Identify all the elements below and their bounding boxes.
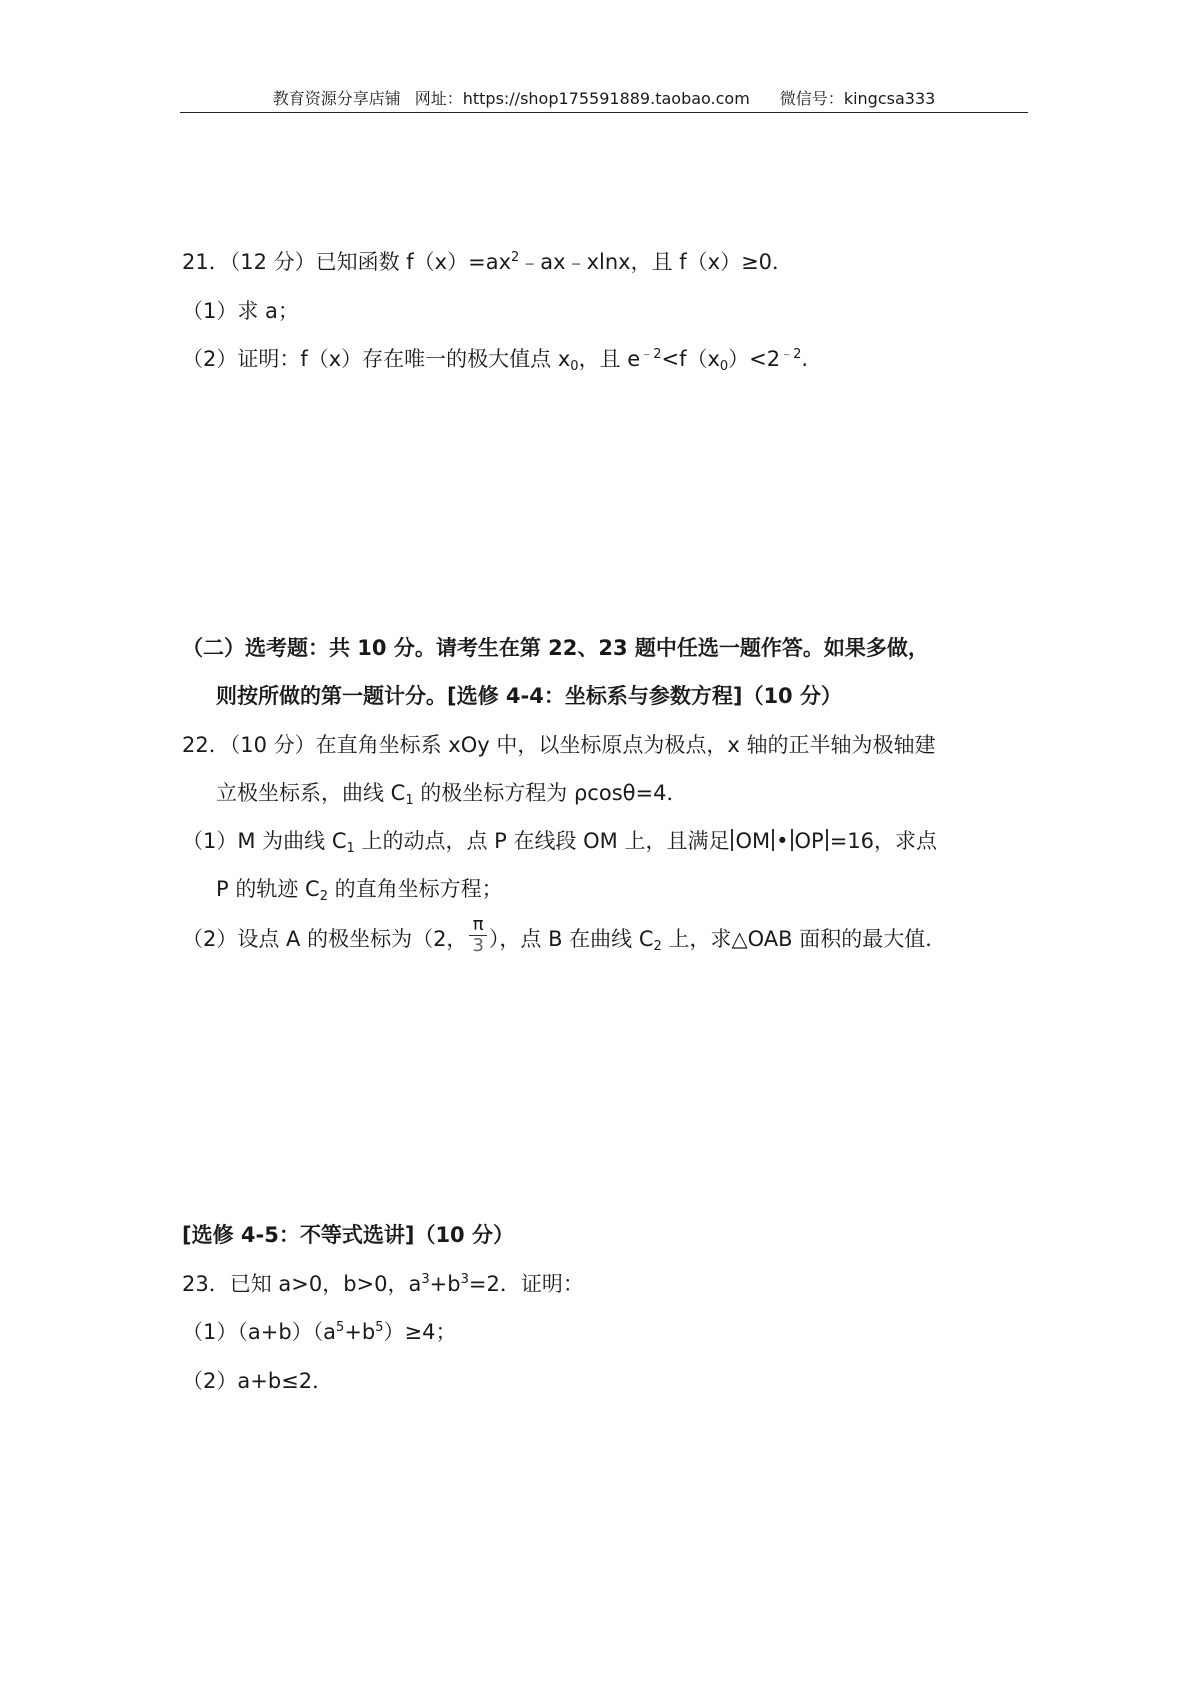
- q23-heading: [选修 4-5：不等式选讲]（10 分）: [182, 1223, 514, 1247]
- q21-part2: （2）证明：f（x）存在唯一的极大值点 $x_0$，且 $e^{﹣2}<f(x_0)<2^{﹣2}$.: [182, 347, 809, 374]
- header-url[interactable]: https://shop175591889.taobao.com: [462, 89, 750, 108]
- header-url-label: 网址：: [414, 89, 463, 108]
- abs-bar: [772, 829, 774, 851]
- q22-part1-line2: P 的轨迹 $C_2$ 的直角坐标方程；: [216, 877, 503, 904]
- section2-heading-line2: 则按所做的第一题计分。[选修 4-4：坐标系与参数方程]（10 分）: [216, 684, 842, 708]
- abs-bar: [791, 829, 793, 851]
- page-header: [180, 86, 1028, 112]
- abs-bar: [731, 829, 733, 851]
- q22-part1-line1: （1）M 为曲线 $C_1$ 上的动点，点 P 在线段 OM 上，且满足 OM • OP =16，求点: [182, 829, 938, 856]
- q21-part1: （1）求 a；: [182, 299, 299, 323]
- header-divider: [180, 112, 1028, 113]
- q23-part1: $(1)(a+b)(a^5+b^5)\ge 4$；: [182, 1320, 457, 1344]
- section2-heading-line1: （二）选考题：共 10 分。请考生在第 22、23 题中任选一题作答。如果多做，: [182, 636, 929, 660]
- header-shop: 教育资源分享店铺: [272, 89, 401, 108]
- q22-stem-line2: 立极坐标系，曲线 $C_1$ 的极坐标方程为 ρcosθ=4．: [216, 781, 688, 808]
- q21-stem: 21．（12 分）已知函数 $f(x)=ax^2﹣ax﹣xlnx$，且 f（x）≥0．: [182, 250, 794, 274]
- q23-stem: 23．已知 a>0，b>0，$a^3+b^3=2$．证明：: [182, 1272, 584, 1296]
- q23-part2: （2）a+b≤2．: [182, 1369, 334, 1393]
- fraction-pi-over-3: $\frac{\pi}{3}$: [469, 915, 486, 956]
- header-wechat-label: 微信号：: [779, 89, 844, 108]
- header-wechat: kingcsa333: [843, 89, 936, 108]
- abs-bar: [826, 829, 828, 851]
- q22-part2: （2）设点 A 的极坐标为（2， $\frac{\pi}{3}$ ），点 B 在曲线 $C_2$ 上，求△OAB 面积的最大值．: [182, 913, 947, 956]
- q22-stem-line1: 22．（10 分）在直角坐标系 xOy 中，以坐标原点为极点，x 轴的正半轴为极轴建: [182, 733, 936, 757]
